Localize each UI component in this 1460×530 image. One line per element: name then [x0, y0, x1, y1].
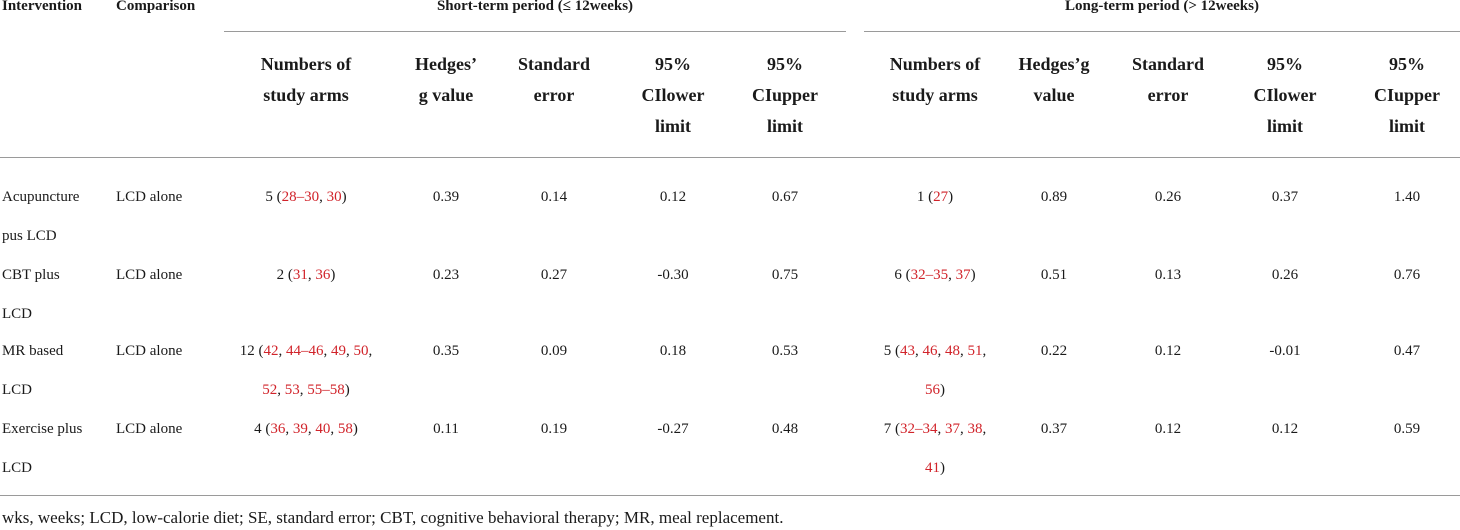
short-value-1: 0.14: [540, 189, 568, 205]
row-intervention: Exercise plus LCD: [2, 421, 83, 476]
reference-link[interactable]: 49: [331, 343, 346, 359]
reference-link[interactable]: 51: [967, 343, 983, 359]
subheader-line: CIlower: [641, 85, 705, 105]
short-value-2: 0.12: [659, 189, 687, 205]
short-value-2: -0.30: [657, 267, 689, 283]
reference-link[interactable]: 27: [933, 189, 949, 205]
long-value-3: 0.59: [1393, 421, 1421, 437]
subheader-line: limit: [1267, 116, 1303, 136]
subheader-line: CIupper: [1373, 85, 1440, 105]
subheader-line: value: [1033, 85, 1075, 105]
row-intervention: CBT plus LCD: [2, 267, 60, 322]
subheader-line: 95%: [767, 54, 803, 74]
subheader-line: CIlower: [1253, 85, 1317, 105]
short-value-1: 0.19: [540, 421, 568, 437]
long-value-0: 0.51: [1040, 267, 1068, 283]
reference-link[interactable]: 58: [337, 421, 353, 437]
reference-link[interactable]: 43: [900, 343, 915, 359]
long-value-1: 0.12: [1154, 421, 1182, 437]
reference-link[interactable]: 38: [967, 421, 983, 437]
reference-link[interactable]: 42: [263, 343, 279, 359]
short-value-0: 0.35: [432, 343, 460, 359]
header-bottom-rule: [0, 157, 1460, 158]
reference-link[interactable]: 36: [270, 421, 286, 437]
subheader-line: 95%: [1267, 54, 1303, 74]
subheader-line: study arms: [263, 85, 349, 105]
long-col-header-2: [1103, 49, 1233, 111]
short-study-arms: 4 (36, 39, 40, 58): [254, 421, 358, 437]
long-value-0: 0.37: [1040, 421, 1068, 437]
short-col-header-0: [241, 49, 371, 111]
short-value-2: -0.27: [657, 421, 689, 437]
row-comparison: LCD alone: [116, 421, 183, 437]
header-intervention: Intervention: [2, 0, 82, 14]
long-value-3: 0.47: [1393, 343, 1421, 359]
subheader-line: Numbers of: [260, 54, 352, 74]
long-value-0: 0.22: [1040, 343, 1068, 359]
long-study-arms: 5 (43, 46, 48, 51, 56): [883, 343, 987, 398]
short-value-0: 0.39: [432, 189, 460, 205]
long-value-2: -0.01: [1269, 343, 1301, 359]
long-study-arms: 6 (32–35, 37): [894, 267, 976, 283]
long-value-1: 0.13: [1154, 267, 1182, 283]
reference-link[interactable]: 32–35: [910, 267, 949, 283]
short-value-1: 0.27: [540, 267, 568, 283]
long-value-2: 0.37: [1271, 189, 1299, 205]
reference-link[interactable]: 55–58: [307, 382, 345, 398]
short-col-header-3: [608, 49, 738, 142]
reference-link[interactable]: 31: [292, 267, 308, 283]
subheader-line: error: [1147, 85, 1189, 105]
reference-link[interactable]: 41: [925, 460, 940, 476]
long-col-header-1: [989, 49, 1119, 111]
subheader-line: error: [533, 85, 575, 105]
subheader-line: Numbers of: [889, 54, 981, 74]
reference-link[interactable]: 30: [326, 189, 342, 205]
row-comparison: LCD alone: [116, 189, 183, 205]
reference-link[interactable]: 52: [262, 382, 278, 398]
long-col-header-4: [1342, 49, 1460, 142]
short-study-arms: 2 (31, 36): [276, 267, 336, 283]
reference-link[interactable]: 37: [955, 267, 971, 283]
long-study-arms: 7 (32–34, 37, 38, 41): [883, 421, 987, 476]
reference-link[interactable]: 37: [945, 421, 960, 437]
long-value-3: 0.76: [1393, 267, 1421, 283]
subheader-line: study arms: [892, 85, 978, 105]
subheader-line: limit: [655, 116, 691, 136]
long-value-3: 1.40: [1393, 189, 1421, 205]
short-term-underline: [224, 31, 846, 32]
short-value-3: 0.75: [771, 267, 799, 283]
short-study-arms: 12 (42, 44–46, 49, 50, 52, 53, 55–58): [239, 343, 373, 398]
subheader-line: Hedges’: [415, 54, 477, 74]
long-value-0: 0.89: [1040, 189, 1068, 205]
short-value-3: 0.67: [771, 189, 799, 205]
long-col-header-3: [1220, 49, 1350, 142]
short-value-3: 0.48: [771, 421, 799, 437]
subheader-line: limit: [1389, 116, 1425, 136]
short-value-2: 0.18: [659, 343, 687, 359]
row-intervention: Acupuncture pus LCD: [2, 189, 80, 244]
short-study-arms: 5 (28–30, 30): [265, 189, 347, 205]
header-short-term: Short-term period (≤ 12weeks): [436, 0, 634, 14]
reference-link[interactable]: 36: [315, 267, 331, 283]
long-value-2: 0.26: [1271, 267, 1299, 283]
subheader-line: CIupper: [751, 85, 818, 105]
reference-link[interactable]: 32–34: [900, 421, 938, 437]
table-bottom-rule: [0, 495, 1460, 496]
reference-link[interactable]: 39: [292, 421, 308, 437]
short-value-0: 0.23: [432, 267, 460, 283]
subheader-line: 95%: [1389, 54, 1425, 74]
row-comparison: LCD alone: [116, 343, 183, 359]
long-value-1: 0.12: [1154, 343, 1182, 359]
subheader-line: Hedges’g: [1018, 54, 1090, 74]
reference-link[interactable]: 28–30: [281, 189, 320, 205]
long-value-2: 0.12: [1271, 421, 1299, 437]
long-value-1: 0.26: [1154, 189, 1182, 205]
short-value-0: 0.11: [433, 421, 459, 437]
short-col-header-4: [720, 49, 850, 142]
row-intervention: MR based LCD: [2, 343, 64, 398]
short-value-3: 0.53: [771, 343, 799, 359]
header-comparison: Comparison: [116, 0, 196, 14]
reference-link[interactable]: 46: [922, 343, 938, 359]
subheader-line: Standard: [517, 54, 591, 74]
reference-link[interactable]: 40: [315, 421, 331, 437]
long-study-arms: 1 (27): [916, 189, 954, 205]
long-term-underline: [864, 31, 1460, 32]
subheader-line: limit: [767, 116, 803, 136]
reference-link[interactable]: 56: [925, 382, 940, 398]
subheader-line: Standard: [1131, 54, 1205, 74]
reference-link[interactable]: 48: [945, 343, 960, 359]
short-value-1: 0.09: [540, 343, 568, 359]
reference-link[interactable]: 50: [353, 343, 369, 359]
header-long-term: Long-term period (> 12weeks): [1065, 0, 1259, 14]
reference-link[interactable]: 53: [284, 382, 300, 398]
table-footnote: wks, weeks; LCD, low-calorie diet; SE, standard error; CBT, cognitive behavioral therapy; MR, meal replacement.: [2, 508, 784, 527]
row-comparison: LCD alone: [116, 267, 183, 283]
short-col-header-2: [489, 49, 619, 111]
subheader-line: g value: [418, 85, 474, 105]
subheader-line: 95%: [655, 54, 691, 74]
long-col-header-0: [870, 49, 1000, 111]
reference-link[interactable]: 44–46: [286, 343, 324, 359]
